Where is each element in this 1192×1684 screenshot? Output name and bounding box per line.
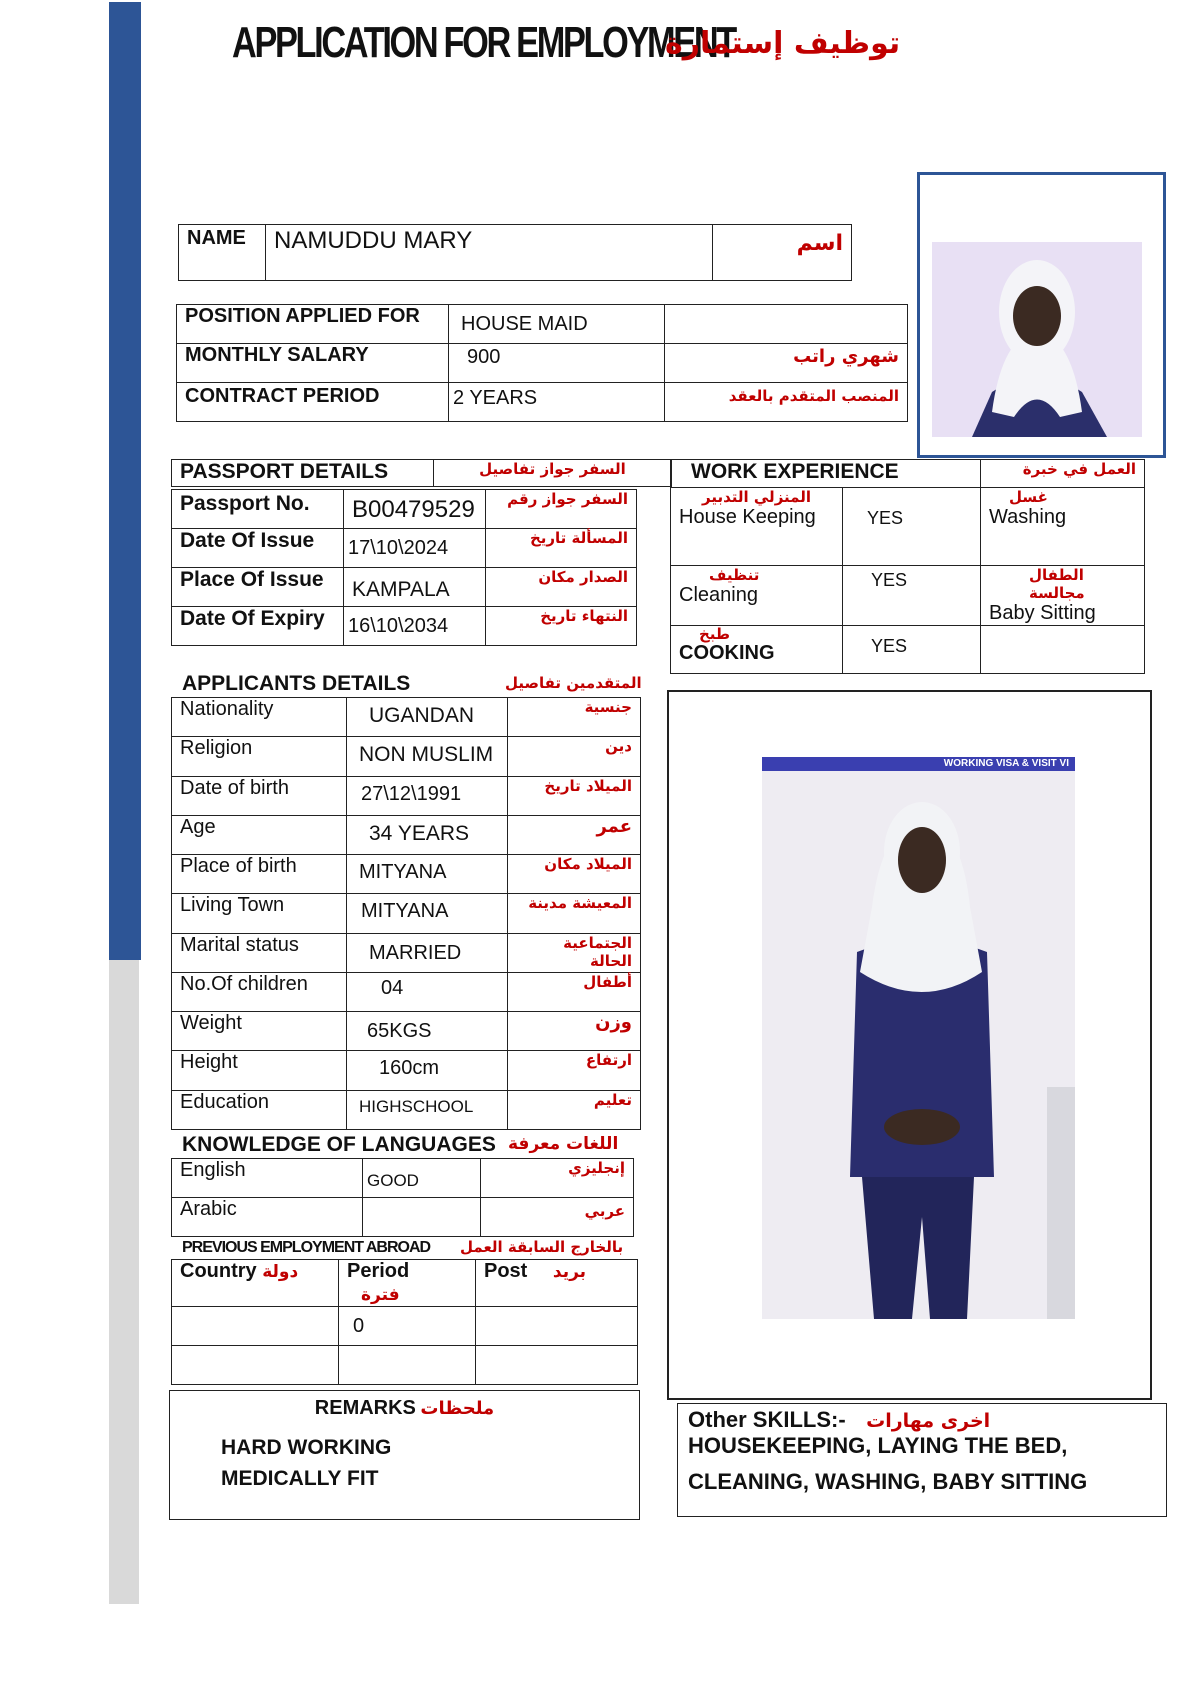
work-answer-housekeeping: YES [843, 488, 981, 566]
birthplace-label: Place of birth [172, 855, 347, 894]
language-arabic-label-arabic: عربي [481, 1198, 634, 1237]
languages-table [171, 1158, 634, 1237]
contract-value: 2 YEARS [449, 383, 665, 422]
previous-country-label: Country [180, 1260, 257, 1282]
previous-title: PREVIOUS EMPLOYMENT ABROAD [182, 1239, 431, 1256]
remarks-header [170, 1397, 639, 1420]
name-label-arabic: اسم [713, 225, 852, 281]
nationality-label-arabic: جنسية [508, 698, 641, 737]
salary-label-arabic: شهري راتب [665, 344, 908, 383]
education-label: Education [172, 1090, 347, 1129]
position-value: HOUSE MAID [449, 305, 665, 344]
previous-post-label-arabic: بريد [552, 1262, 587, 1282]
remarks-content [221, 1432, 639, 1494]
other-skills-box [677, 1403, 1167, 1517]
portrait-illustration [932, 242, 1142, 437]
expiry-date-label-arabic: النتهاء تاريخ [486, 607, 637, 646]
previous-row2-period [339, 1346, 476, 1385]
passport-header-table [171, 459, 672, 487]
skills-line-1: HOUSEKEEPING, LAYING THE BED, [688, 1433, 1068, 1458]
passport-title: PASSPORT DETAILS [172, 460, 434, 487]
work-answer-cleaning: YES [843, 566, 981, 626]
work-skill-housekeeping [671, 488, 843, 566]
marital-status-label: Marital status [172, 933, 347, 972]
full-body-photo-frame [667, 690, 1152, 1400]
language-english-value: GOOD [363, 1159, 481, 1198]
name-value: NAMUDDU MARY [266, 225, 713, 281]
work-skill-cleaning-arabic: تنظيف [709, 566, 760, 584]
work-title: WORK EXPERIENCE [671, 460, 981, 488]
work-skill-washing-arabic: غسل [1009, 488, 1048, 506]
work-skill-cleaning-label: Cleaning [679, 584, 758, 606]
dob-label-arabic: الميلاد تاريخ [508, 776, 641, 815]
work-skill-cooking-label: COOKING [679, 642, 775, 664]
page-title-arabic: توظيف إستمارة [665, 26, 901, 61]
issue-place-label: Place Of Issue [172, 568, 344, 607]
remarks-title-arabic: ملحظات [420, 1398, 495, 1419]
issue-date-label-arabic: المسألة تاريخ [486, 529, 637, 568]
nationality-label: Nationality [172, 698, 347, 737]
issue-place-value: KAMPALA [344, 568, 486, 607]
name-label: NAME [179, 225, 266, 281]
previous-row1-period: 0 [339, 1307, 476, 1346]
expiry-date-value: 16\10\2034 [344, 607, 486, 646]
weight-label-arabic: وزن [508, 1012, 641, 1051]
remarks-line-1: HARD WORKING [221, 1436, 392, 1459]
full-body-photo [762, 757, 1075, 1319]
religion-value: NON MUSLIM [347, 737, 508, 776]
name-table [178, 224, 852, 281]
work-answer-cooking: YES [843, 626, 981, 674]
children-value: 04 [347, 972, 508, 1011]
children-label-arabic: أطفال [508, 972, 641, 1011]
work-skill-washing [981, 488, 1145, 566]
skills-title-arabic: اخرى مهارات [866, 1410, 991, 1432]
work-skill-housekeeping-arabic: المنزلي التدبير [702, 488, 811, 506]
previous-table [171, 1259, 638, 1385]
weight-label: Weight [172, 1012, 347, 1051]
work-skill-cooking-arabic: طبخ [699, 625, 731, 643]
education-label-arabic: تعليم [508, 1090, 641, 1129]
religion-label-arabic: دين [508, 737, 641, 776]
remarks-title: REMARKS [314, 1397, 416, 1419]
side-bar-gray [109, 888, 139, 1604]
previous-period-label: Period [347, 1260, 410, 1282]
religion-label: Religion [172, 737, 347, 776]
birthplace-label-arabic: الميلاد مكان [508, 855, 641, 894]
applicant-table [171, 697, 641, 1130]
issue-date-value: 17\10\2024 [344, 529, 486, 568]
position-label-arabic [665, 305, 908, 344]
previous-row2-country [172, 1346, 339, 1385]
passport-no-label-arabic: السفر جواز رقم [486, 490, 637, 529]
contract-label: CONTRACT PERIOD [177, 383, 449, 422]
previous-period-header [339, 1260, 476, 1307]
education-value: HIGHSCHOOL [347, 1090, 508, 1129]
language-arabic-label: Arabic [172, 1198, 363, 1237]
work-skill-babysitting [981, 566, 1145, 626]
skills-content [688, 1433, 1166, 1497]
work-skill-washing-label: Washing [989, 506, 1067, 528]
work-empty-cell [981, 626, 1145, 674]
issue-place-label-arabic: الصدار مكان [486, 568, 637, 607]
living-town-label-arabic: المعيشة مدينة [508, 894, 641, 933]
photo-banner: WORKING VISA & VISIT VI [762, 757, 1075, 771]
marital-status-label-arabic: الجتماعية الحالة [508, 933, 641, 972]
expiry-date-label: Date Of Expiry [172, 607, 344, 646]
previous-post-header [476, 1260, 638, 1307]
nationality-value: UGANDAN [347, 698, 508, 737]
page-title: APPLICATION FOR EMPLOYMENT [232, 18, 735, 67]
language-english-label-arabic: إنجليزي [481, 1159, 634, 1198]
previous-row2-post [476, 1346, 638, 1385]
work-skill-cooking [671, 626, 843, 674]
previous-post-label: Post [484, 1260, 528, 1282]
salary-label: MONTHLY SALARY [177, 344, 449, 383]
passport-no-value: B00479529 [344, 490, 486, 529]
language-arabic-value [363, 1198, 481, 1237]
remarks-line-2: MEDICALLY FIT [221, 1467, 379, 1490]
children-label: No.Of children [172, 972, 347, 1011]
previous-period-label-arabic: فترة [361, 1285, 400, 1305]
previous-row1-country [172, 1307, 339, 1346]
age-label-arabic: عمر [508, 815, 641, 854]
dob-value: 27\12\1991 [347, 776, 508, 815]
applicant-title: APPLICANTS DETAILS [182, 672, 411, 695]
work-skill-babysitting-label: Baby Sitting [989, 602, 1096, 624]
passport-photo-frame [917, 172, 1166, 458]
passport-no-label: Passport No. [172, 490, 344, 529]
position-table [176, 304, 908, 422]
languages-title-arabic: اللغات معرفة [508, 1134, 619, 1154]
work-skill-cleaning [671, 566, 843, 626]
side-bar-blue [109, 2, 141, 960]
work-skill-housekeeping-label: House Keeping [679, 506, 816, 528]
dob-label: Date of birth [172, 776, 347, 815]
height-label: Height [172, 1051, 347, 1090]
height-label-arabic: ارتفاع [508, 1051, 641, 1090]
height-value: 160cm [347, 1051, 508, 1090]
passport-title-arabic: السفر جواز تفاصيل [434, 460, 672, 487]
living-town-label: Living Town [172, 894, 347, 933]
issue-date-label: Date Of Issue [172, 529, 344, 568]
language-english-label: English [172, 1159, 363, 1198]
passport-photo [932, 242, 1142, 437]
passport-table [171, 489, 637, 646]
contract-label-arabic: المنصب المتقدم بالعقد [665, 383, 908, 422]
work-title-arabic: العمل في خبرة [981, 460, 1145, 488]
remarks-box [169, 1390, 640, 1520]
age-label: Age [172, 815, 347, 854]
full-body-illustration [762, 757, 1075, 1319]
skills-header [688, 1407, 1166, 1433]
salary-value: 900 [449, 344, 665, 383]
living-town-value: MITYANA [347, 894, 508, 933]
marital-status-value: MARRIED [347, 933, 508, 972]
work-experience-table [670, 459, 1145, 674]
age-value: 34 YEARS [347, 815, 508, 854]
applicant-title-arabic: المتقدمين تفاصيل [505, 674, 642, 692]
birthplace-value: MITYANA [347, 855, 508, 894]
skills-title: Other SKILLS:- [688, 1407, 846, 1432]
previous-title-arabic: بالخارج السابقة العمل [460, 1238, 624, 1256]
skills-line-2: CLEANING, WASHING, BABY SITTING [688, 1469, 1088, 1494]
position-label: POSITION APPLIED FOR [177, 305, 449, 344]
languages-title: KNOWLEDGE OF LANGUAGES [182, 1133, 496, 1156]
previous-row1-post [476, 1307, 638, 1346]
previous-country-header [172, 1260, 339, 1307]
weight-value: 65KGS [347, 1012, 508, 1051]
previous-country-label-arabic: دولة [262, 1262, 299, 1282]
work-skill-babysitting-arabic: الطفال مجالسة [1029, 566, 1085, 602]
